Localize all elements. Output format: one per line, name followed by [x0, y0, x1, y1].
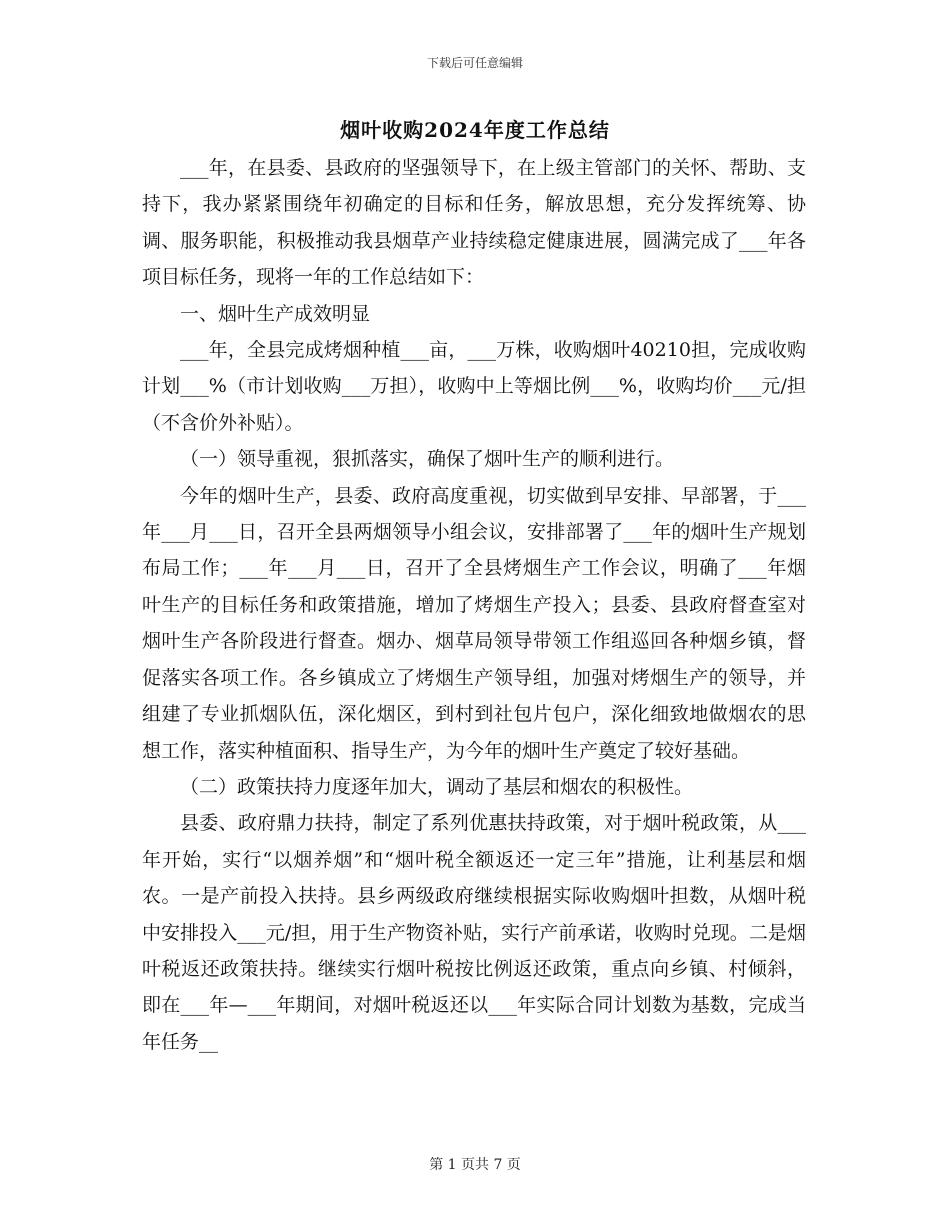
document-title: 烟叶收购2024年度工作总结: [340, 118, 610, 142]
paragraph-leadership: 今年的烟叶生产，县委、政府高度重视，切实做到早安排、早部署，于___年___月___日，召开全县两烟领导小组会议，安排部署了___年的烟叶生产规划布局工作；___年___月___日，召开了全县烤烟生产工作会议，明确了___年烟叶生产的目标任务和政策措施，增加了烤烟生产投入；县委、县政府督查室对烟叶生产各阶段进行督查。烟办、烟草局领导带领工作组巡回各种烟乡镇，督促落实各项工作。各乡镇成立了烤烟生产领导组，加强对烤烟生产的领导，并组建了专业抓烟队伍，深化烟区，到村到社包片包户，深化细致地做烟农的思想工作，落实种植面积、指导生产，为今年的烟叶生产奠定了较好基础。: [142, 484, 806, 762]
paragraph-intro: ___年，在县委、县政府的坚强领导下，在上级主管部门的关怀、帮助、支持下，我办紧紧围绕年初确定的目标和任务，解放思想，充分发挥统筹、协调、服务职能，积极推动我县烟草产业持续稳定健康进展，圆满完成了___年各项目标任务，现将一年的工作总结如下：: [142, 157, 806, 289]
paragraph-summary-figures: ___年，全县完成烤烟种植___亩，___万株，收购烟叶40210担，完成收购计划___%（市计划收购___万担），收购中上等烟比例___%，收购均价___元/担（不含价外补贴）。: [142, 339, 806, 434]
document-body: [142, 150, 806, 1060]
paragraph-policy: 县委、政府鼎力扶持，制定了系列优惠扶持政策，对于烟叶税政策，从___年开始，实行“以烟养烟”和“烟叶税全额返还一定三年”措施，让利基层和烟农。一是产前投入扶持。县乡两级政府继续根据实际收购烟叶担数，从烟叶税中安排投入___元/担，用于生产物资补贴，实行产前承诺，收购时兑现。二是烟叶税返还政策扶持。继续实行烟叶税按比例返还政策，重点向乡镇、村倾斜，即在___年—___年期间，对烟叶税返还以___年实际合同计划数为基数，完成当年任务__: [142, 812, 806, 1053]
header-note: 下载后可任意编辑: [426, 56, 523, 70]
subheading-2: （二）政策扶持力度逐年加大，调动了基层和烟农的积极性。: [180, 775, 694, 798]
section-heading-1: 一、烟叶生产成效明显: [180, 302, 371, 325]
subheading-1: （一）领导重视，狠抓落实，确保了烟叶生产的顺利进行。: [180, 448, 675, 471]
page-footer: 第 1 页共 7 页: [429, 1157, 521, 1173]
